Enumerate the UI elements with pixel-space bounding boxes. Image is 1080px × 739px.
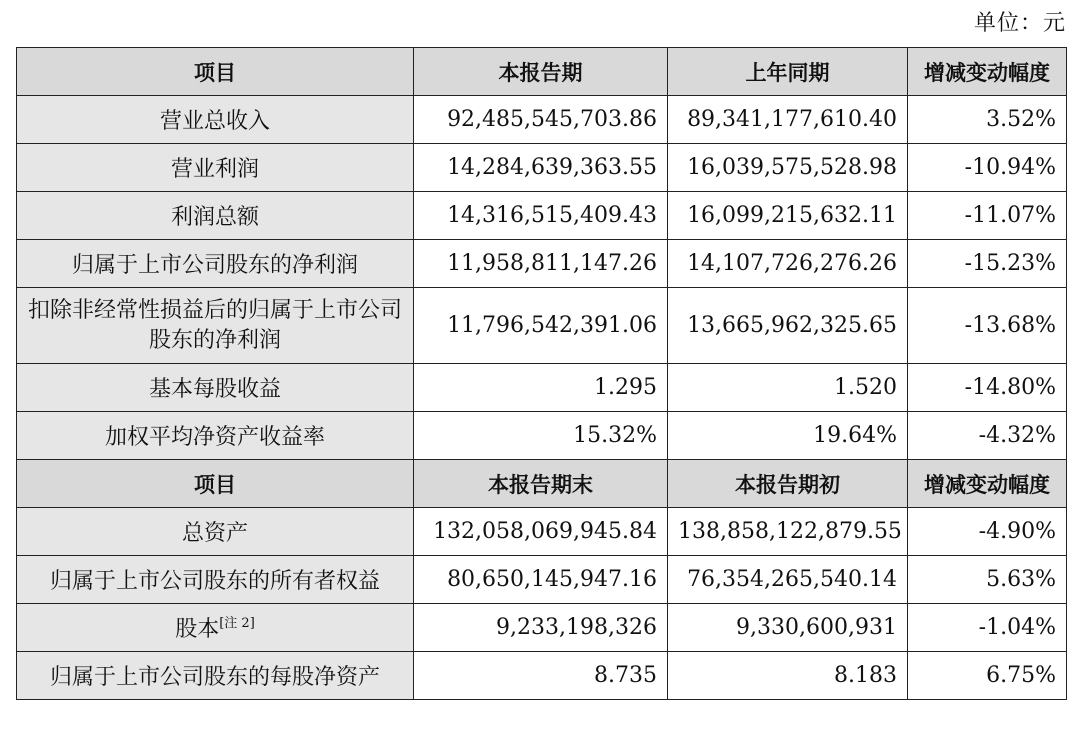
row-label: 归属于上市公司股东的每股净资产 <box>17 652 414 700</box>
cell-change: 3.52% <box>908 96 1067 144</box>
cell-current: 14,284,639,363.55 <box>414 144 668 192</box>
cell-change: 6.75% <box>908 652 1067 700</box>
row-label-text: 股本 <box>175 617 220 642</box>
table-row <box>17 652 1067 700</box>
cell-change: -1.04% <box>908 604 1067 652</box>
cell-current: 15.32% <box>414 412 668 460</box>
header-change-rate: 增减变动幅度 <box>908 48 1067 96</box>
row-label: 归属于上市公司股东的净利润 <box>17 240 414 288</box>
row-label: 营业利润 <box>17 144 414 192</box>
cell-change: -4.90% <box>908 508 1067 556</box>
row-label: 营业总收入 <box>17 96 414 144</box>
row-label <box>17 604 414 652</box>
row-label: 扣除非经常性损益后的归属于上市公司股东的净利润 <box>17 288 414 364</box>
header-current-period: 本报告期 <box>414 48 668 96</box>
cell-current: 92,485,545,703.86 <box>414 96 668 144</box>
cell-previous: 16,039,575,528.98 <box>668 144 908 192</box>
table-row <box>17 288 1067 364</box>
cell-current: 132,058,069,945.84 <box>414 508 668 556</box>
cell-previous: 19.64% <box>668 412 908 460</box>
cell-current: 1.295 <box>414 364 668 412</box>
cell-change: -14.80% <box>908 364 1067 412</box>
table-row <box>17 508 1067 556</box>
cell-previous: 9,330,600,931 <box>668 604 908 652</box>
cell-previous: 16,099,215,632.11 <box>668 192 908 240</box>
cell-change: -10.94% <box>908 144 1067 192</box>
row-label: 总资产 <box>17 508 414 556</box>
header-item: 项目 <box>17 460 414 508</box>
cell-change: -15.23% <box>908 240 1067 288</box>
header-change-rate: 增减变动幅度 <box>908 460 1067 508</box>
cell-current: 11,958,811,147.26 <box>414 240 668 288</box>
header-prior-year-period: 上年同期 <box>668 48 908 96</box>
cell-current: 80,650,145,947.16 <box>414 556 668 604</box>
table-row <box>17 412 1067 460</box>
table-row <box>17 556 1067 604</box>
cell-previous: 89,341,177,610.40 <box>668 96 908 144</box>
table-header-row <box>17 460 1067 508</box>
row-label: 归属于上市公司股东的所有者权益 <box>17 556 414 604</box>
cell-previous: 13,665,962,325.65 <box>668 288 908 364</box>
row-label: 基本每股收益 <box>17 364 414 412</box>
cell-current: 11,796,542,391.06 <box>414 288 668 364</box>
table-row <box>17 192 1067 240</box>
unit-label: 单位：元 <box>973 11 1066 36</box>
cell-change: -13.68% <box>908 288 1067 364</box>
cell-previous: 138,858,122,879.55 <box>668 508 908 556</box>
cell-current: 14,316,515,409.43 <box>414 192 668 240</box>
table-row <box>17 96 1067 144</box>
table-header-row <box>17 48 1067 96</box>
cell-change: -11.07% <box>908 192 1067 240</box>
row-label: 利润总额 <box>17 192 414 240</box>
cell-change: -4.32% <box>908 412 1067 460</box>
financial-summary-table <box>16 47 1067 700</box>
cell-current: 9,233,198,326 <box>414 604 668 652</box>
cell-previous: 1.520 <box>668 364 908 412</box>
table-row <box>17 144 1067 192</box>
cell-change: 5.63% <box>908 556 1067 604</box>
header-period-end: 本报告期末 <box>414 460 668 508</box>
table-row <box>17 240 1067 288</box>
footnote-marker: [注 2] <box>219 616 255 631</box>
table-row <box>17 364 1067 412</box>
header-period-start: 本报告期初 <box>668 460 908 508</box>
cell-previous: 76,354,265,540.14 <box>668 556 908 604</box>
row-label: 加权平均净资产收益率 <box>17 412 414 460</box>
header-item: 项目 <box>17 48 414 96</box>
cell-previous: 14,107,726,276.26 <box>668 240 908 288</box>
table-row <box>17 604 1067 652</box>
cell-current: 8.735 <box>414 652 668 700</box>
cell-previous: 8.183 <box>668 652 908 700</box>
